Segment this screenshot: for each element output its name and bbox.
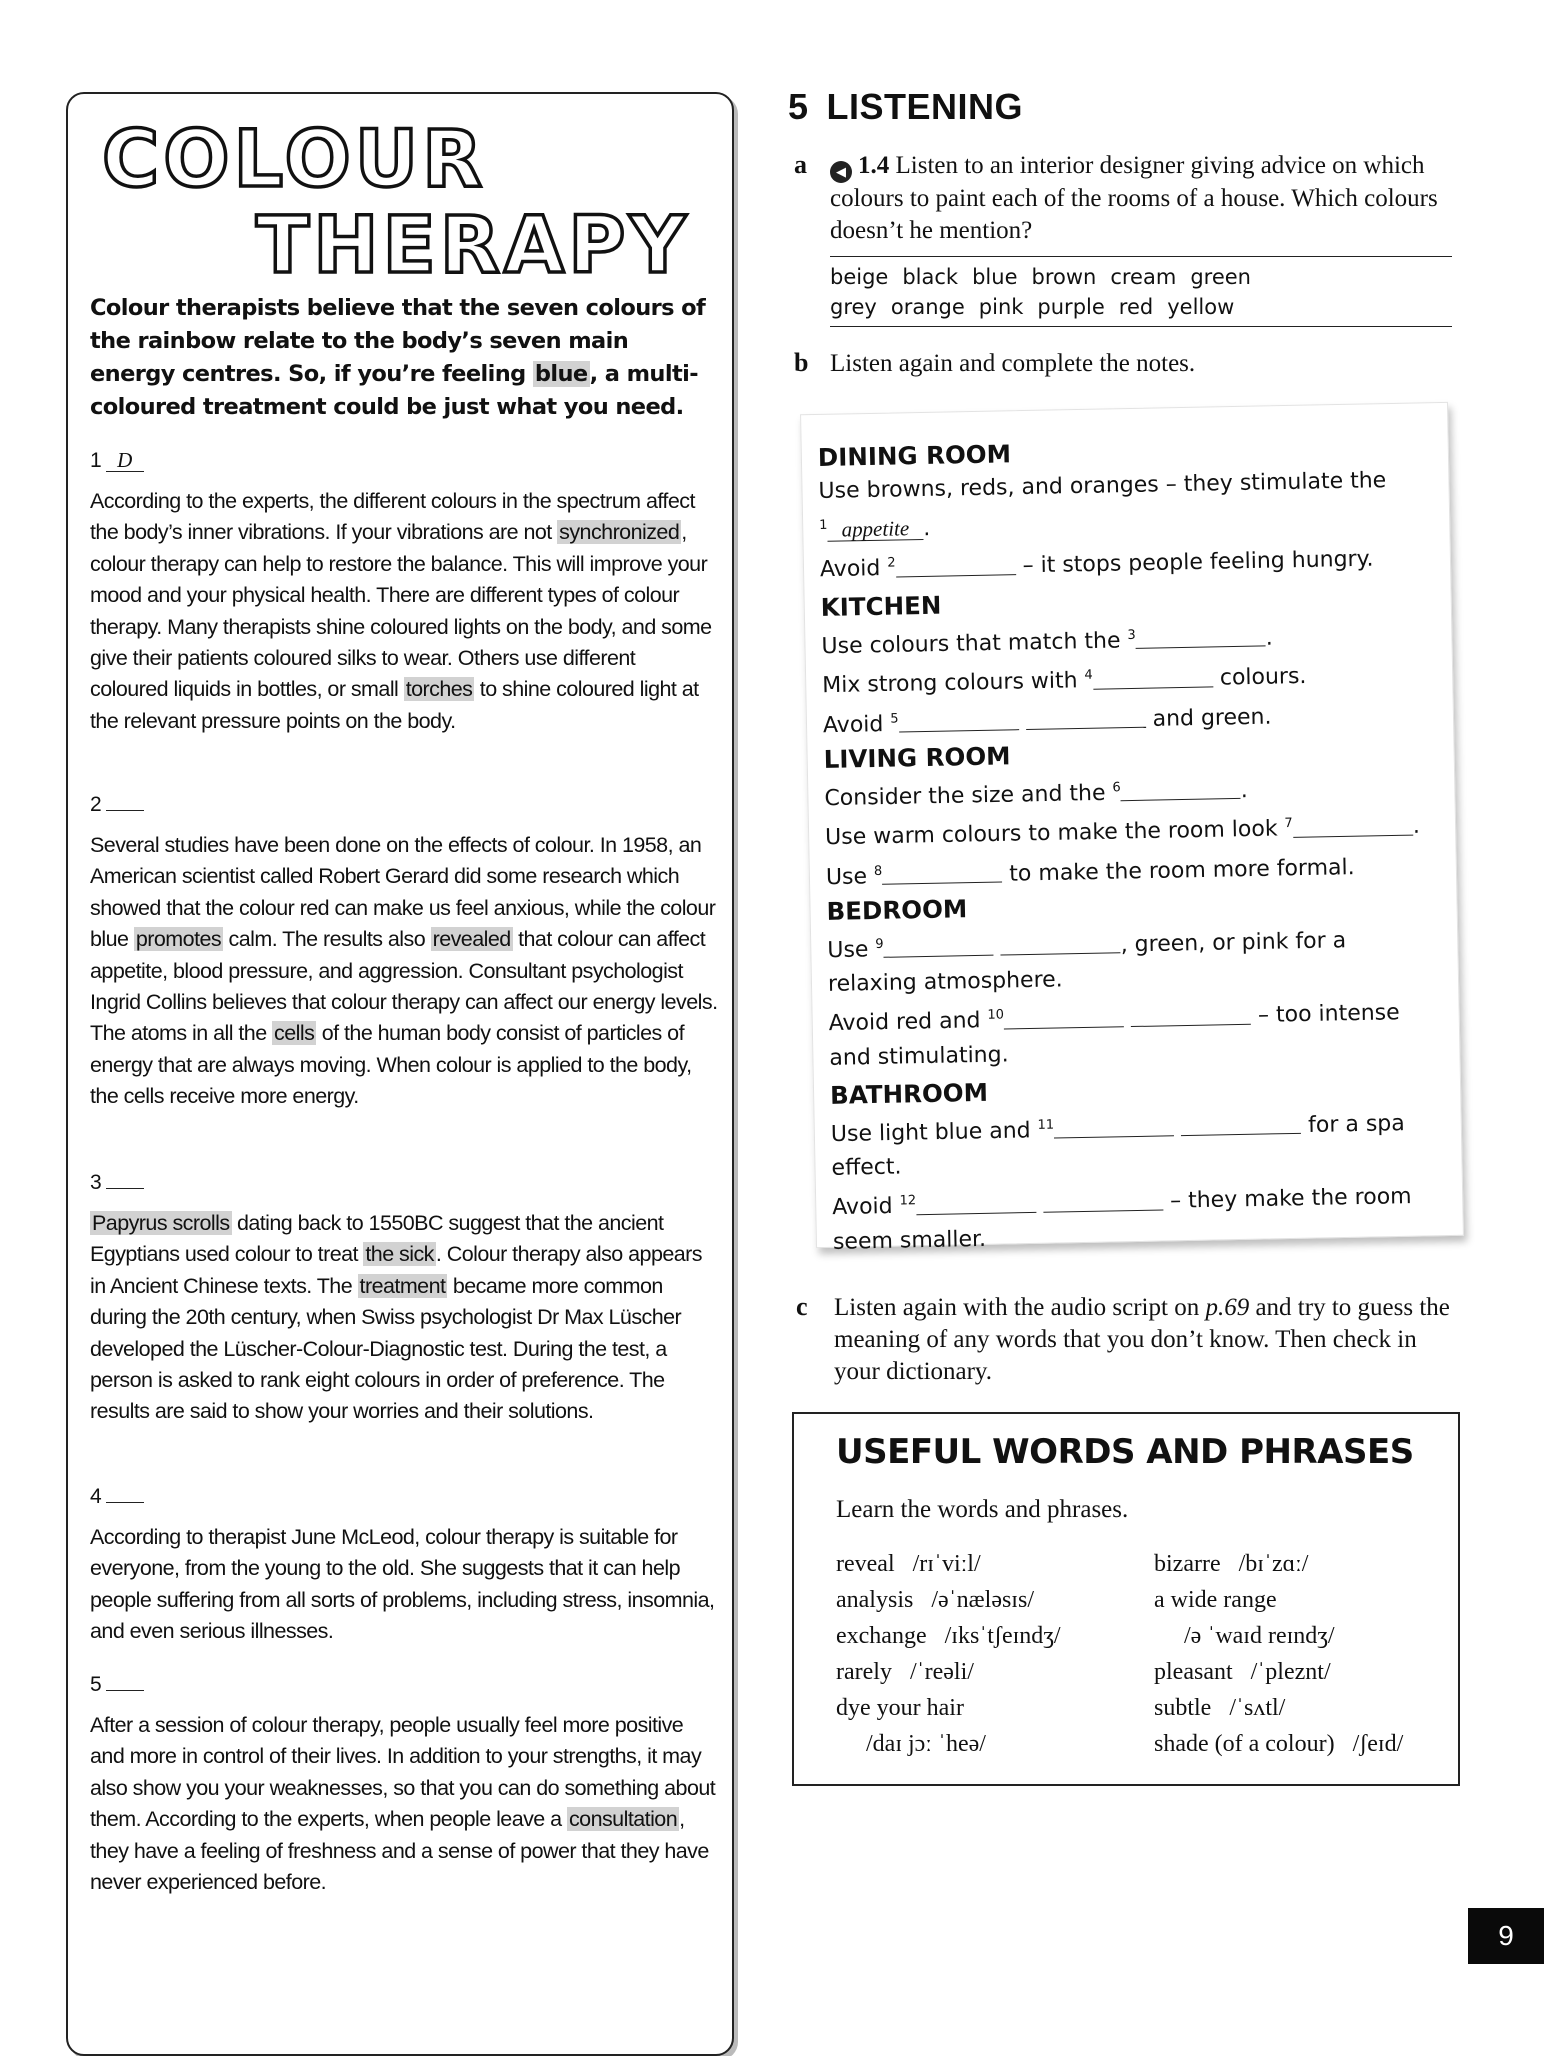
phrase-item bbox=[836, 1690, 1136, 1762]
colour-word: black bbox=[902, 265, 959, 289]
answer-blank[interactable] bbox=[106, 1188, 144, 1189]
section-body bbox=[90, 1522, 718, 1648]
highlighted-word: revealed bbox=[432, 927, 511, 952]
phrase-word: dye your hair bbox=[836, 1695, 964, 1721]
task-a-text bbox=[830, 150, 1460, 247]
intro-text: Colour therapists believe that the seven colours of the rainbow relate to the body’s seven main energy centres. So, if you’re feeling bbox=[90, 295, 706, 387]
note-text: relaxing atmosphere. bbox=[827, 967, 1063, 998]
phrase-ipa: /ˈpleznt/ bbox=[1250, 1659, 1331, 1685]
note-text: and stimulating. bbox=[829, 1042, 1009, 1071]
section-number: 3 bbox=[90, 1171, 102, 1194]
gap-number: 10 bbox=[987, 1007, 1005, 1024]
body-text: Several studies have been done on the effects of colour. In 1958, an American scientist called Robert Gerard did some research which showed that the colour red can make us feel anxious, while the colour blue bbox=[90, 833, 716, 952]
phrase-word: analysis bbox=[836, 1587, 914, 1613]
task-b-letter: b bbox=[794, 348, 809, 377]
gap-number: 1 bbox=[819, 517, 828, 533]
listening-notes-card bbox=[800, 402, 1464, 1255]
gap-number: 9 bbox=[875, 936, 884, 952]
notes-bedroom bbox=[826, 883, 1439, 1075]
colour-word: beige bbox=[830, 265, 889, 289]
phrase-column-right bbox=[1154, 1546, 1444, 1762]
phrase-word: reveal bbox=[836, 1551, 895, 1577]
page-reference: p.69 bbox=[1205, 1294, 1250, 1321]
colour-row-1 bbox=[830, 262, 1452, 292]
note-text: , green, or pink for a bbox=[1120, 928, 1347, 958]
answer-blank[interactable] bbox=[106, 1502, 144, 1503]
room-heading: LIVING ROOM bbox=[823, 741, 1011, 774]
note-text: for a spa bbox=[1307, 1111, 1406, 1138]
body-text: calm. The results also bbox=[223, 927, 431, 952]
notes-living-room: LIVING ROOM Consider the size and the $^6$ . Use warm colours to make the room look $^7$ . Use $^8$ to make the room more formal. bbox=[823, 731, 1436, 895]
section-1 bbox=[90, 446, 718, 737]
note-text: Avoid bbox=[822, 711, 884, 738]
intro-highlight: blue bbox=[534, 361, 588, 387]
phrase-item bbox=[1154, 1546, 1444, 1582]
gap-blank[interactable] bbox=[1181, 1113, 1301, 1136]
colour-word: brown bbox=[1031, 265, 1097, 289]
note-text: Use browns, reds, and oranges – they stimulate the bbox=[818, 468, 1387, 504]
section-4 bbox=[90, 1482, 718, 1648]
note-text: and green. bbox=[1152, 704, 1272, 732]
phrase-item bbox=[1154, 1726, 1444, 1762]
note-text: – too intense bbox=[1257, 1000, 1400, 1029]
gap-number: 7 bbox=[1284, 816, 1293, 832]
audio-icon[interactable]: ◀ bbox=[830, 161, 852, 183]
task-b-text: Listen again and complete the notes. bbox=[830, 350, 1196, 377]
phrase-word: rarely bbox=[836, 1659, 892, 1685]
phrase-item bbox=[836, 1618, 1136, 1654]
body-text: became more common during the 20th century, when Swiss psychologist Dr Max Lüscher developed the Lüscher-Colour-Diagnostic test. During the test, a person is asked to rank eight colours in order of preference. The results are said to show your worries and their solutions. bbox=[90, 1273, 682, 1424]
phrase-ipa: /ɪksˈtʃeɪndʒ/ bbox=[944, 1623, 1061, 1649]
phrase-ipa: /rɪˈviːl/ bbox=[912, 1551, 981, 1577]
colour-word: orange bbox=[890, 295, 965, 319]
phrase-ipa: /əˈnæləsɪs/ bbox=[931, 1587, 1034, 1613]
answer-blank[interactable] bbox=[106, 1690, 144, 1691]
room-heading: DINING ROOM bbox=[817, 439, 1012, 472]
phrase-word: a wide range bbox=[1154, 1587, 1277, 1613]
body-text: of the human body consist of particles of energy that are always moving. When colour is applied to the body, the cells receive more energy. bbox=[90, 1021, 692, 1109]
notes-kitchen: KITCHEN Use colours that match the $^3$ . Mix strong colours with $^4$ colours. Avoid $^5$ and green. bbox=[820, 579, 1433, 743]
body-text: to shine coloured light at the relevant pressure points on the body. bbox=[90, 677, 699, 733]
note-text: Mix strong colours with bbox=[822, 668, 1078, 699]
track-number: 1.4 bbox=[858, 152, 890, 179]
gap-number: 6 bbox=[1112, 780, 1121, 796]
section-body bbox=[90, 486, 718, 737]
note-text: Avoid red and bbox=[828, 1008, 981, 1037]
note-text: Use warm colours to make the room look bbox=[824, 816, 1278, 851]
phrase-item bbox=[1154, 1582, 1444, 1654]
task-c-instruction: Listen again with the audio script on bbox=[834, 1294, 1206, 1321]
phrase-ipa: /ˈreəli/ bbox=[909, 1659, 974, 1685]
body-text: that colour can affect appetite, blood pressure, and aggression. Consultant psychologist Ingrid Collins believes that colour therapy can affect our energy levels. The atoms in all the bbox=[90, 927, 718, 1046]
phrase-column-left bbox=[836, 1546, 1136, 1762]
phrase-item bbox=[836, 1582, 1136, 1618]
section-number: 1 bbox=[90, 449, 102, 472]
gap-blank[interactable] bbox=[898, 709, 1018, 732]
highlighted-word: promotes bbox=[135, 927, 222, 952]
useful-words-title: USEFUL WORDS AND PHRASES bbox=[836, 1432, 1414, 1472]
task-c-text bbox=[834, 1292, 1456, 1388]
highlighted-word: Papyrus scrolls bbox=[92, 1211, 230, 1235]
colour-word: pink bbox=[978, 295, 1024, 319]
note-text: colours. bbox=[1219, 664, 1307, 691]
note-text: Avoid bbox=[819, 556, 881, 583]
section-number: 5 bbox=[90, 1673, 102, 1696]
section-2 bbox=[90, 790, 718, 1113]
task-c-instruction-end: and try to guess the meaning of any words that you don’t know. Then check in your dictionary. bbox=[834, 1294, 1450, 1385]
gap-answer[interactable]: appetite bbox=[827, 517, 923, 542]
section-body bbox=[90, 830, 718, 1113]
title-line-2: THERAPY bbox=[256, 201, 690, 280]
gap-blank[interactable] bbox=[1131, 1003, 1251, 1026]
note-text: Use bbox=[827, 937, 869, 964]
phrase-ipa: /ə ˈwaɪd reɪndʒ/ bbox=[1184, 1623, 1335, 1649]
phrase-item bbox=[1154, 1690, 1444, 1726]
room-heading: BATHROOM bbox=[829, 1077, 989, 1110]
answer-blank[interactable]: D bbox=[106, 449, 144, 472]
phrase-item bbox=[836, 1546, 1136, 1582]
phrase-word: pleasant bbox=[1154, 1659, 1233, 1685]
phrase-word: bizarre bbox=[1154, 1551, 1221, 1577]
exercise-number: 5 bbox=[788, 86, 809, 127]
gap-blank[interactable] bbox=[883, 935, 993, 958]
note-text: Consider the size and the bbox=[824, 780, 1106, 812]
gap-blank[interactable] bbox=[1043, 1189, 1163, 1212]
gap-blank[interactable] bbox=[1136, 626, 1266, 649]
task-c-letter: c bbox=[796, 1292, 808, 1321]
phrase-ipa: /ˈsʌtl/ bbox=[1229, 1695, 1286, 1721]
gap-number: 4 bbox=[1084, 668, 1093, 684]
page-number: 9 bbox=[1468, 1908, 1544, 1964]
highlighted-word: synchronized bbox=[559, 520, 680, 545]
phrase-item bbox=[1154, 1654, 1444, 1690]
colour-word: red bbox=[1118, 295, 1154, 319]
gap-blank[interactable] bbox=[882, 861, 1002, 884]
note-text: Avoid bbox=[832, 1194, 893, 1221]
gap-number: 5 bbox=[890, 711, 899, 727]
phrase-word: shade (of a colour) bbox=[1154, 1731, 1335, 1757]
task-a-instruction: Listen to an interior designer giving advice on which colours to paint each of the rooms of a house. Which colours doesn’t he mention? bbox=[830, 152, 1438, 244]
section-number: 4 bbox=[90, 1485, 102, 1508]
highlighted-word: consultation bbox=[568, 1807, 678, 1832]
gap-number: 8 bbox=[873, 863, 883, 879]
room-heading: KITCHEN bbox=[820, 590, 942, 622]
gap-blank[interactable] bbox=[1121, 778, 1241, 801]
article-intro bbox=[90, 292, 710, 424]
gap-blank[interactable] bbox=[1025, 707, 1145, 730]
task-a-letter: a bbox=[794, 150, 807, 179]
colour-word-box bbox=[830, 256, 1452, 327]
body-text: According to therapist June McLeod, colour therapy is suitable for everyone, from the young to the old. She suggests that it can help people suffering from all sorts of problems, including stress, insomnia, and even serious illnesses. bbox=[90, 1525, 715, 1644]
gap-blank[interactable] bbox=[916, 1192, 1036, 1215]
notes-dining-room: DINING ROOM Use browns, reds, and oranges – they stimulate the $^1$ appetite . Avoid $^2$ – it stops people feeling hungry. bbox=[818, 429, 1431, 587]
colour-word: yellow bbox=[1167, 295, 1235, 319]
listening-heading bbox=[788, 86, 1023, 128]
useful-words-subtitle: Learn the words and phrases. bbox=[836, 1496, 1129, 1523]
note-text: to make the room more formal. bbox=[1009, 854, 1355, 887]
note-text: Use colours that match the bbox=[821, 628, 1121, 660]
note-text: effect. bbox=[831, 1154, 902, 1182]
note-text: – it stops people feeling hungry. bbox=[1022, 546, 1374, 579]
phrase-ipa: /bɪˈzɑː/ bbox=[1238, 1551, 1309, 1577]
body-text: , they have a feeling of freshness and a sense of power that they have never experienced before. bbox=[90, 1807, 709, 1895]
body-text: , colour therapy can help to restore the balance. This will improve your mood and your physical health. There are different types of colour therapy. Many therapists shine coloured lights on the body, and some give their patients coloured silks to wear. Others use different coloured liquids in bottles, or small bbox=[90, 520, 712, 702]
gap-number: 12 bbox=[899, 1193, 917, 1209]
note-text: seem smaller. bbox=[832, 1226, 987, 1255]
highlighted-word: cells bbox=[274, 1021, 315, 1046]
gap-number: 11 bbox=[1037, 1117, 1055, 1133]
body-text: According to the experts, the different colours in the spectrum affect the body’s inner vibrations. If your vibrations are not bbox=[90, 489, 695, 545]
answer-blank[interactable] bbox=[106, 810, 144, 811]
gap-blank[interactable] bbox=[1004, 1006, 1124, 1029]
body-text: After a session of colour therapy, people usually feel more positive and more in control of their lives. In addition to your strengths, it may also show you your weaknesses, so that you can do something about them. According to the experts, when people leave a bbox=[90, 1713, 716, 1832]
body-text: dating back to 1550BC suggest that the ancient Egyptians used colour to treat bbox=[90, 1211, 664, 1267]
article-title bbox=[96, 110, 696, 280]
section-body bbox=[90, 1208, 718, 1428]
section-3 bbox=[90, 1168, 718, 1428]
room-heading: BEDROOM bbox=[826, 894, 968, 926]
colour-word: green bbox=[1190, 265, 1251, 289]
gap-blank[interactable] bbox=[1054, 1116, 1174, 1139]
section-body bbox=[90, 1710, 718, 1898]
useful-words-box bbox=[792, 1412, 1460, 1786]
gap-blank[interactable] bbox=[1000, 933, 1120, 956]
phrase-ipa: /ʃeɪd/ bbox=[1352, 1731, 1404, 1757]
highlighted-word: torches bbox=[405, 677, 473, 702]
body-text: . Colour therapy also appears in Ancient Chinese texts. The bbox=[90, 1242, 702, 1298]
gap-blank[interactable] bbox=[895, 554, 1015, 577]
note-text: Use light blue and bbox=[830, 1118, 1031, 1148]
phrase-ipa: /daɪ jɔː ˈheə/ bbox=[866, 1731, 986, 1757]
note-text: Use bbox=[825, 864, 868, 890]
colour-word: grey bbox=[830, 295, 877, 319]
phrase-word: exchange bbox=[836, 1623, 927, 1649]
intro-text-end: , a multi-coloured treatment could be just what you need. bbox=[90, 361, 698, 420]
section-5 bbox=[90, 1670, 718, 1898]
highlighted-word: the sick bbox=[365, 1242, 434, 1267]
colour-word: purple bbox=[1037, 295, 1105, 319]
gap-blank[interactable] bbox=[1293, 814, 1413, 837]
phrase-item bbox=[836, 1654, 1136, 1690]
highlighted-word: treatment bbox=[359, 1273, 446, 1298]
gap-number: 3 bbox=[1127, 627, 1136, 644]
title-line-1: COLOUR bbox=[102, 115, 487, 205]
note-text: – they make the room bbox=[1169, 1184, 1412, 1214]
exercise-title: LISTENING bbox=[826, 86, 1024, 127]
colour-row-2 bbox=[830, 292, 1452, 322]
gap-number: 2 bbox=[887, 555, 896, 571]
colour-word: cream bbox=[1110, 265, 1177, 289]
colour-therapy-article bbox=[66, 92, 734, 2056]
gap-blank[interactable] bbox=[1093, 666, 1213, 689]
phrase-word: subtle bbox=[1154, 1695, 1212, 1721]
section-number: 2 bbox=[90, 793, 102, 816]
notes-bathroom bbox=[830, 1067, 1443, 1259]
colour-word: blue bbox=[972, 265, 1018, 289]
